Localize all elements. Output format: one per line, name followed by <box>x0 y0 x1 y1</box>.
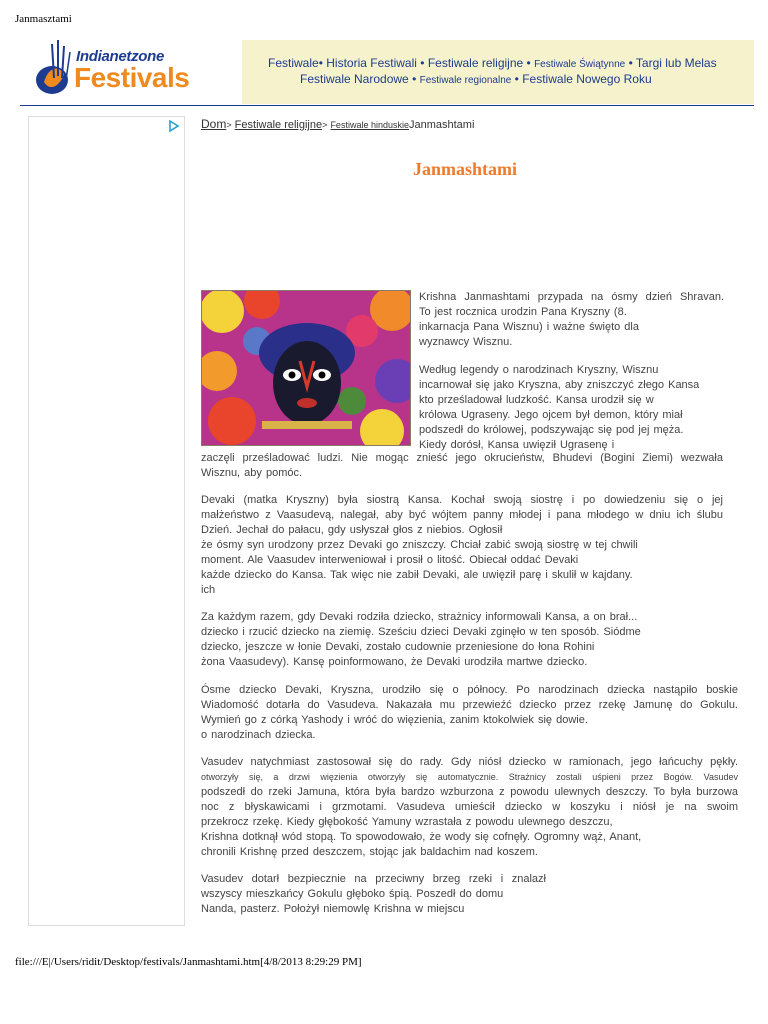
breadcrumb-hinduskie[interactable]: Festiwale hinduskie <box>330 120 409 130</box>
text-line: że ósmy syn urodzony przez Devaki go zniszczy. Chciał zabić swoją siostrę w tej chwili <box>201 539 638 551</box>
text-line: ich <box>201 584 216 596</box>
page-header-title: Janmasztami <box>15 13 72 25</box>
nav-item-narodowe[interactable]: Festiwale Narodowe <box>300 72 409 86</box>
krishna-illustration <box>202 291 411 446</box>
text-line: Nanda, pasterz. Położył niemowlę Krishna w miejscu <box>201 903 465 915</box>
text-line: Kiedy dorósł, Kansa uwięził Ugrasenę i <box>419 439 615 451</box>
text-line: żona Vaasudevy). Kansę poinformowano, że Devaki urodziła martwe dziecko. <box>201 656 588 668</box>
text-line: Devaki (matka Kryszny) była siostrą Kansa. Kochał swoją siostrę i po dowiedzeniu się o jej <box>201 494 723 506</box>
nav-item-festiwale[interactable]: Festiwale <box>268 56 319 70</box>
text-line: Wiadomość dotarła do Vasudeva. Nakazała mu przewieźć dziecko przez rzekę Jamunę do Gokulu. <box>201 699 738 711</box>
text-line: wszyscy mieszkańcy Gokulu głęboko śpią. Poszedł do domu <box>201 888 504 900</box>
breadcrumb-sep: > <box>226 120 232 130</box>
breadcrumb-religijne[interactable]: Festiwale religijne <box>234 119 323 131</box>
text-line: Wisznu, aby pomóc. <box>201 467 303 479</box>
text-line: królowa Ugraseny. Jego ojcem był demon, który miał <box>419 409 683 421</box>
text-line: Według legendy o narodzinach Kryszny, Wisznu <box>419 364 659 376</box>
site-logo[interactable] <box>30 38 200 100</box>
adchoices-icon[interactable] <box>168 120 180 132</box>
text-line: o narodzinach dziecka. <box>201 729 316 741</box>
text-line: podszedł do królowej, podszywając się pod jej męża. <box>419 424 684 436</box>
text-line: Vasudev dotarł bezpiecznie na przeciwny brzeg rzeki i znalazł <box>201 873 546 885</box>
text-line: Vasudev natychmiast zastosował się do rady. Gdy niósł dziecko w ramionach, jego łańcuchy pękły. <box>201 756 738 768</box>
breadcrumb-sep: > <box>322 120 328 130</box>
breadcrumb <box>201 117 474 131</box>
krishna-image <box>201 290 411 446</box>
text-line: Krishna Janmashtami przypada na ósmy dzień Shravan. <box>419 291 724 303</box>
paragraph-5 <box>201 683 738 743</box>
breadcrumb-home[interactable]: Dom <box>201 117 227 131</box>
nav-item-regionalne[interactable]: Festiwale regionalne <box>419 75 512 86</box>
ad-sidebar[interactable] <box>28 116 185 926</box>
text-line: To jest rocznica urodzin Pana Kryszny (8. <box>419 306 627 318</box>
top-navigation <box>242 40 754 104</box>
paragraph-3 <box>201 493 723 598</box>
text-line: Ósme dziecko Devaki, Kryszna, urodziło się o północy. Po narodzinach dziecka nastąpiło boskie <box>201 684 738 696</box>
nav-separator: • <box>318 56 323 70</box>
nav-separator: • <box>412 72 417 86</box>
text-line: małżeństwo z Vaasudevą, nalegał, aby być wójtem panny młodej i pana młodego w dniu ich ślubu <box>201 509 723 521</box>
text-line: podszedł do rzeki Jamuna, która była bardzo wzburzona z powodu ulewnych deszczy. To była burzowa <box>201 786 738 798</box>
nav-separator: • <box>526 56 531 70</box>
nav-item-targi[interactable]: Targi lub Melas <box>635 56 717 70</box>
text-line: przekrocz rzekę. Kiedy głębokość Yamuny wzrastała z powodu ulewnego deszczu, <box>201 816 613 828</box>
text-line: dziecko, jeszcze w łonie Devaki, zostało cudownie przeniesione do łona Rohini <box>201 641 595 653</box>
text-line: Dzień. Jechał do pałacu, gdy usłyszał głos z niebios. Ogłosił <box>201 524 503 536</box>
footer-path: file:///E|/Users/ridit/Desktop/festivals/Janmashtami.htm[4/8/2013 8:29:29 PM] <box>15 956 362 968</box>
text-line: Wymień go z córką Yashody i wróć do więzienia, zanim ktokolwiek się dowie. <box>201 714 588 726</box>
text-line: otworzyły się, a drzwi więzienia otworzyły się automatycznie. Strażnicy zostali uśpieni przez Bogów. Vasudev <box>201 772 738 782</box>
text-line: Krishna dotknął wód stopą. To spowodowało, że wody się cofnęły. Ogromny wąż, Anant, <box>201 831 642 843</box>
logo-main-text: Festivals <box>74 62 190 93</box>
breadcrumb-current: Janmashtami <box>408 119 475 131</box>
nav-separator: • <box>420 56 425 70</box>
text-line: inkarnacja Pana Wisznu) i ważne święto dla <box>419 321 639 333</box>
text-line: Za każdym razem, gdy Devaki rodziła dziecko, strażnicy informowali Kansa, a on brał... <box>201 611 638 623</box>
page-title: Janmashtami <box>412 159 517 179</box>
nav-item-historia[interactable]: Historia Festiwali <box>326 56 417 70</box>
nav-separator: • <box>514 72 519 86</box>
paragraph-7 <box>201 872 546 917</box>
paragraph-2-full <box>201 451 723 481</box>
text-line: dziecko i rzucić dziecko na ziemię. Sześciu dzieci Devaki zginęło w ten sposób. Siódme <box>201 626 641 638</box>
paragraph-6 <box>201 755 738 860</box>
nav-separator: • <box>628 56 633 70</box>
text-line: każde dziecko do Kansa. Tak więc nie zabił Devaki, ale uwięził parę i skulił w kajdany. <box>201 569 633 581</box>
nav-item-swiatynne[interactable]: Festiwale Świątynne <box>534 59 626 70</box>
header-divider <box>20 105 754 106</box>
text-line: kto prześladował ludzkość. Kansa urodził się w <box>419 394 654 406</box>
logo-emblem-icon <box>30 38 76 100</box>
text-line: zaczęli prześladować ludzi. Nie mogąc znieść jego okrucieństw, Bhudevi (Bogini Ziemi) wezwała <box>201 452 723 464</box>
logo-top-text: Indianetzone <box>76 48 165 65</box>
nav-item-religijne[interactable]: Festiwale religijne <box>427 56 524 70</box>
text-line: chronili Krishnę przed deszczem, stojąc jak baldachim nad koszem. <box>201 846 538 858</box>
text-line: moment. Ale Vaasudev interweniował i prosił o litość. Obiecał oddać Devaki <box>201 554 579 566</box>
text-line: wyznawcy Wisznu. <box>419 336 513 348</box>
nav-item-nowy-rok[interactable]: Festiwale Nowego Roku <box>522 72 652 86</box>
paragraph-4 <box>201 610 723 670</box>
text-line: noc z błyskawicami i grzmotami. Vasudeva umieścił dziecko w koszyku i niósł je na swoim <box>201 801 738 813</box>
text-line: incarnował się jako Kryszna, aby zniszczyć złego Kansa <box>419 379 700 391</box>
paragraph-1 <box>419 290 724 350</box>
paragraph-2-wrap <box>419 363 724 453</box>
